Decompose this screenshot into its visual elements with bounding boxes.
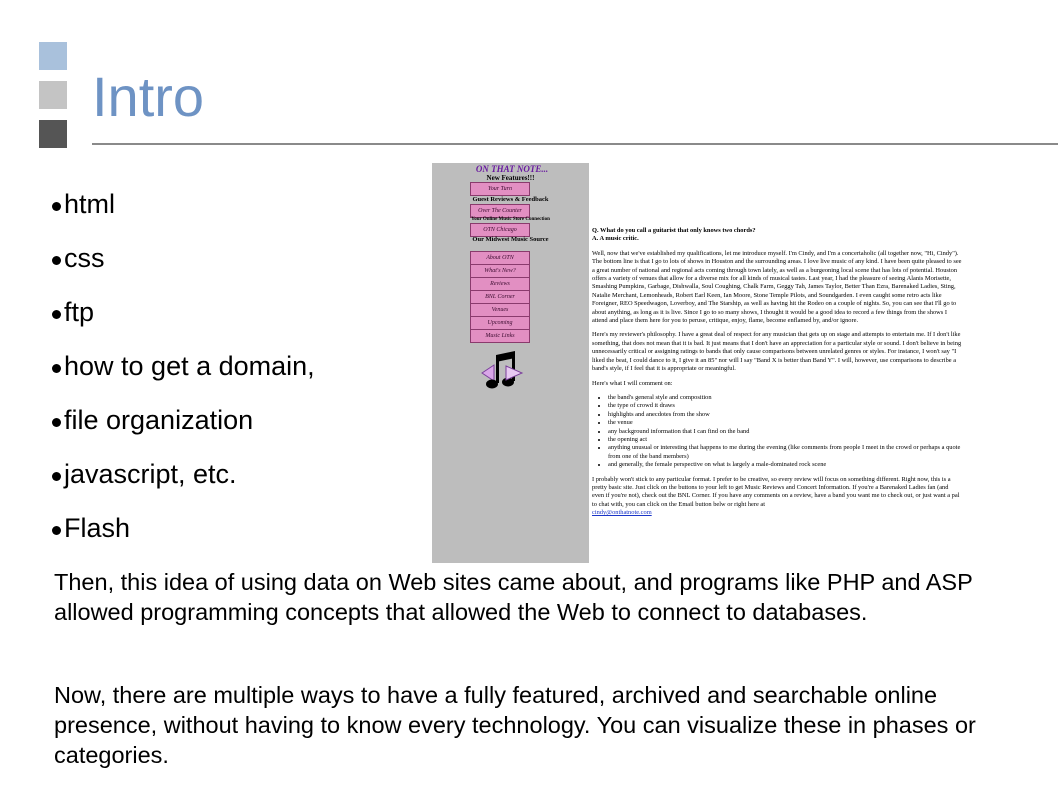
guest-reviews-label: Guest Reviews & Feedback: [472, 196, 549, 203]
bullet-item: [52, 234, 315, 288]
email-link[interactable]: cindy@onthatnote.com: [592, 509, 652, 517]
list-item: • the type of crowd it draws: [608, 402, 962, 410]
bullet-item: [52, 504, 315, 558]
title-divider: [92, 143, 1058, 145]
bullet-item: [52, 288, 315, 342]
nav-button-bnl-corner[interactable]: BNL Corner: [470, 290, 530, 304]
closing-paragraph: [592, 476, 962, 518]
paragraph-data-on-web: Then, this idea of using data on Web sites came about, and programs like PHP and ASP allowed programming concepts that allowed the Web to connect to databases.: [54, 569, 973, 625]
joke-answer: A. A music critic.: [592, 235, 639, 243]
bullet-text: javascript, etc.: [64, 459, 237, 489]
website-content: [592, 227, 962, 524]
bullet-dot-icon: [52, 472, 61, 481]
nav-button-your-turn[interactable]: Your Turn: [470, 182, 530, 196]
music-store-label: Your Online Music Store Connection: [471, 217, 550, 222]
bullet-dot-icon: [52, 256, 61, 265]
list-item: • and generally, the female perspective on what is largely a male-dominated rock scene: [608, 461, 962, 469]
bullet-dot-icon: [52, 310, 61, 319]
bullet-item: [52, 180, 315, 234]
paragraph-online-presence: Now, there are multiple ways to have a fully featured, archived and searchable online presence, without having to know every technology. You can visualize these in phases or categories.: [54, 682, 976, 768]
bullet-item: [52, 342, 315, 396]
nav-button-upcoming[interactable]: Upcoming: [470, 316, 530, 330]
comment-heading: Here's what I will comment on:: [592, 379, 673, 387]
accent-square-gray: [39, 81, 67, 109]
bullet-item: [52, 396, 315, 450]
bullet-dot-icon: [52, 418, 61, 427]
philosophy-paragraph: Here's my reviewer's philosophy. I have a great deal of respect for any musician that gets up on stage and attempts to entertain me. If I don't like something, that does not mean that it is bad. It just means that I don't have an appreciation for a particular style or sound. I don't believe in being unnecessarily critical or assigning ratings to bands that only cause comparisons between unrelated genres or styles. For instance, I won't say "I liked the beat, I could dance to it, I give it an 85" nor will I say "Band X is better than Band Y". I will, however, use comparisons to describe a band's style, if I feel that it is appropriate or meaningful.: [592, 331, 962, 373]
list-item: • any background information that I can find on the band: [608, 428, 962, 436]
bullet-dot-icon: [52, 364, 61, 373]
nav-button-over-the-counter[interactable]: Over The Counter: [470, 204, 530, 218]
nav-button-whats-new[interactable]: What's New?: [470, 264, 530, 278]
bullet-text: how to get a domain,: [64, 351, 315, 381]
comment-list: [592, 394, 962, 470]
bullet-dot-icon: [52, 202, 61, 211]
nav-button-venues[interactable]: Venues: [470, 303, 530, 317]
slide-title: Intro: [92, 65, 205, 128]
list-item: • anything unusual or interesting that happens to me during the evening (like comments from people I meet in the crowd or perhaps a quote from one of the band members): [608, 444, 962, 461]
nav-button-reviews[interactable]: Reviews: [470, 277, 530, 291]
nav-button-music-links[interactable]: Music Links: [470, 329, 530, 343]
website-logo: ON THAT NOTE...: [475, 164, 549, 174]
nav-button-otn-chicago[interactable]: OTN Chicago: [470, 223, 530, 237]
bullet-text: css: [64, 243, 105, 273]
closing-text: I probably won't stick to any particular format. I prefer to be creative, so every review will focus on something different. Right now, this is a pretty basic site. Just click on the buttons to your left to get Music Reviews and Concert Information. If you're a Barenaked Ladies fan (and even if you're not), check out the BNL Corner. If you have any comments on a review, have a band you want me to check out, or just want a pal to chat with, you can click on the Email button belw or right here at: [592, 475, 960, 508]
website-nav-panel: [432, 163, 589, 563]
accent-square-dark: [39, 120, 67, 148]
list-item: • highlights and anecdotes from the show: [608, 411, 962, 419]
music-note-icon: [480, 351, 526, 395]
joke-question: Q. What do you call a guitarist that only knows two chords?: [592, 227, 756, 234]
bullet-text: ftp: [64, 297, 95, 327]
nav-button-about[interactable]: About OTN: [470, 251, 530, 265]
new-features-label: New Features!!!: [486, 174, 535, 182]
list-item: • the opening act: [608, 436, 962, 444]
bullet-dot-icon: [52, 526, 61, 535]
bullet-text: Flash: [64, 513, 131, 543]
bullet-text: html: [64, 189, 116, 219]
accent-square-light: [39, 42, 67, 70]
midwest-label: Our Midwest Music Source: [472, 236, 549, 243]
bullet-item: [52, 450, 315, 504]
intro-paragraph: Well, now that we've established my qualifications, let me introduce myself. I'm Cindy, and I'm a concertaholic (all together now, "Hi, Cindy"). The bottom line is that I go to lots of shows in Houston and the surrounding areas. I love live music of any kind. I have been quite pleased to see a great number of national and regional acts coming through town lately, as well as a burgeoning local scene that has lots of potential. Houston offers a variety of venues that allow for a diverse mix for all kinds of musical tastes. Last year, I had the pleasure of seeing Alanis Morisette, Smashing Pumpkins, Garbage, Dishwalla, Soul Coughing, Chalk Farm, Geggy Tah, James Taylor, Better Than Ezra, Barenaked Ladies, Sting, Natalie Merchant, Lemonheads, Robert Earl Keen, Ian Moore, Stone Temple Pilots, and Soundgarden. I even caught some retro acts like Foreigner, REO Speedwagon, Loverboy, and The Starship, as well as having hit the Rodeo on a couple of nights. So, you can see that I'll go to about anything, as long as it is live. Since I go to so many shows, I thought it would be a good idea to record a few things from the shows I attend and place them here for you to peruse, critique, enjoy, flame, become enflamed by, and/or ignore.: [592, 249, 962, 325]
list-item: • the venue: [608, 419, 962, 427]
bullet-text: file organization: [64, 405, 254, 435]
list-item: • the band's general style and composition: [608, 394, 962, 402]
bullet-list: [52, 180, 315, 558]
website-screenshot: [432, 163, 967, 563]
